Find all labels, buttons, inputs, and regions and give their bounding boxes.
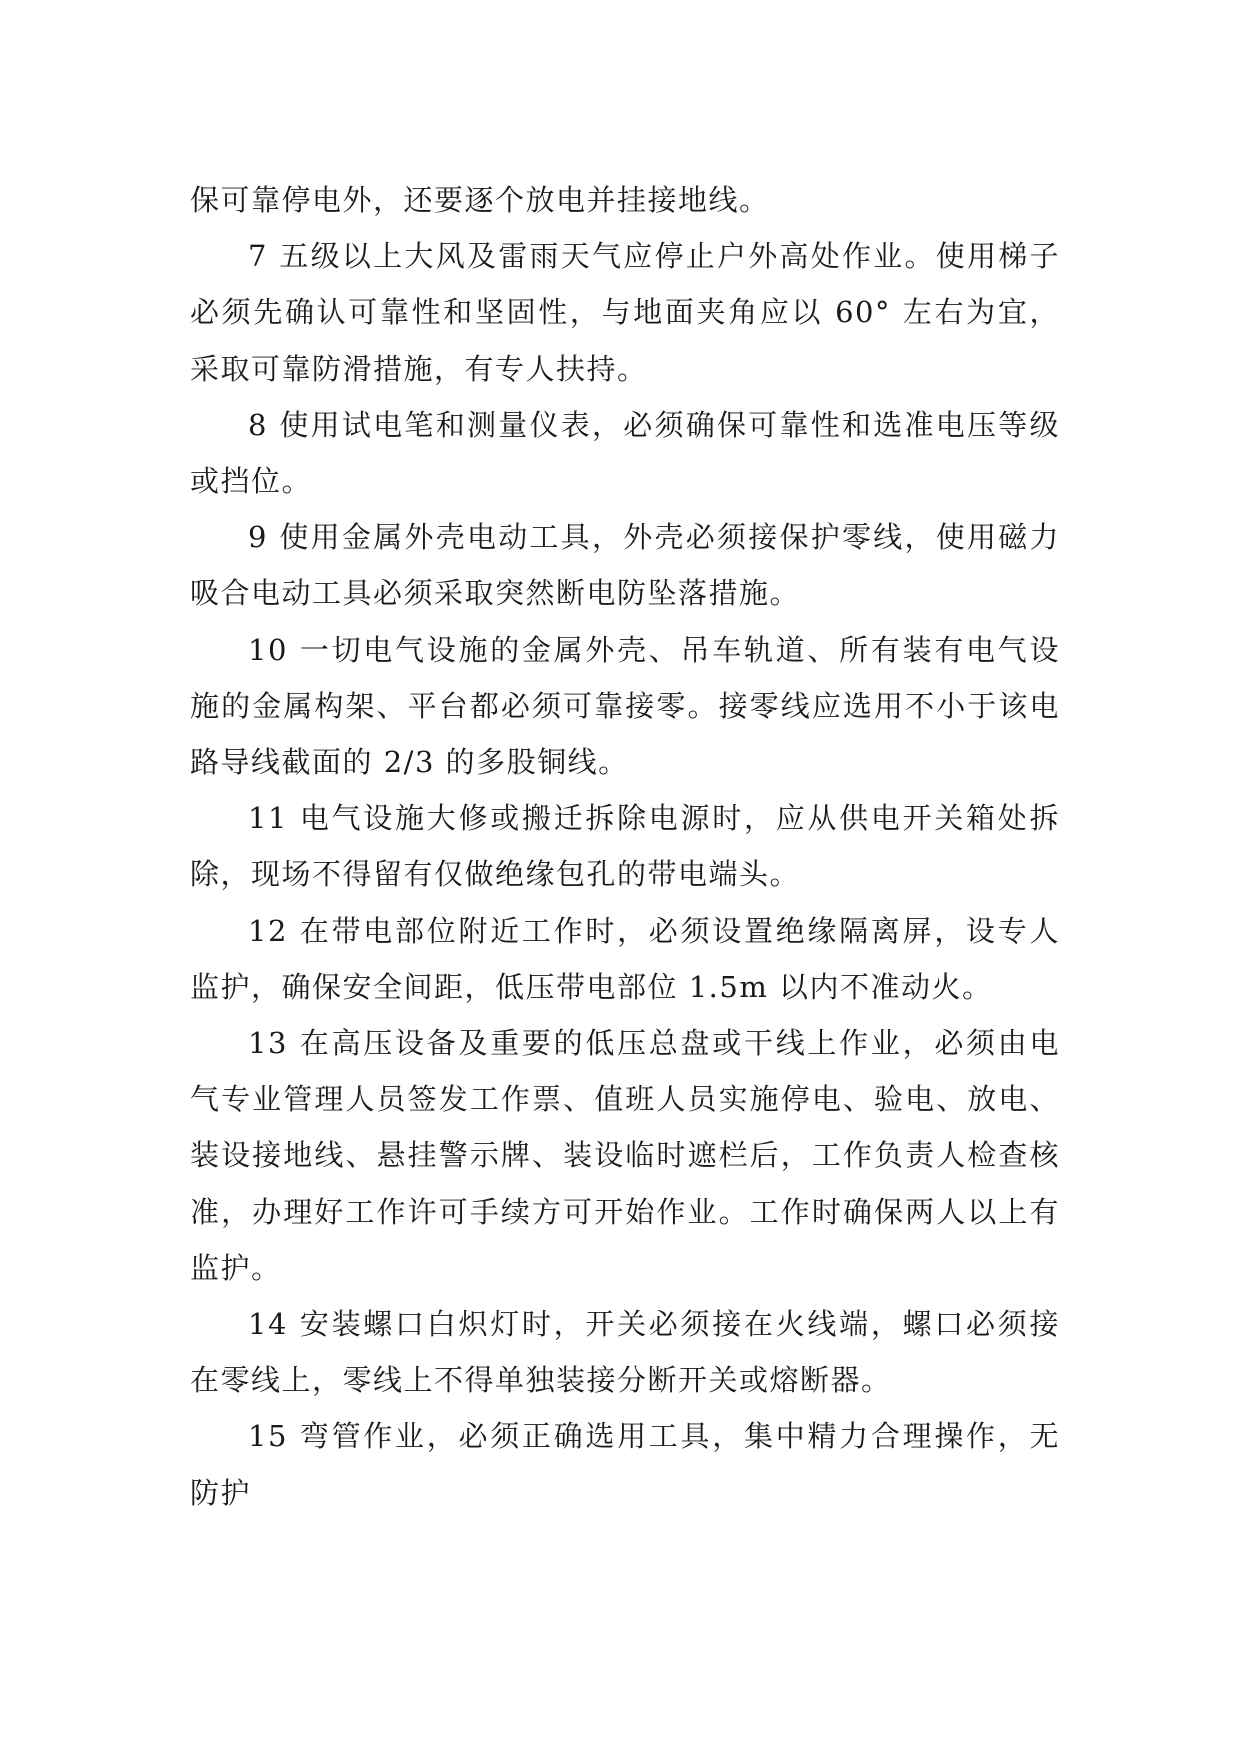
paragraph-item-14: 14 安装螺口白炽灯时，开关必须接在火线端，螺口必须接在零线上，零线上不得单独装接分断开关或熔断器。 (190, 1307, 1060, 1398)
paragraph-item-15: 15 弯管作业，必须正确选用工具，集中精力合理操作，无防护 (190, 1419, 1060, 1510)
paragraph-item-11: 11 电气设施大修或搬迁拆除电源时，应从供电开关箱处拆除，现场不得留有仅做绝缘包孔的带电端头。 (190, 801, 1060, 892)
paragraph-item-12: 12 在带电部位附近工作时，必须设置绝缘隔离屏，设专人监护，确保安全间距，低压带电部位 1.5m 以内不准动火。 (190, 913, 1060, 1004)
paragraph-continuation: 保可靠停电外，还要逐个放电并挂接地线。 (190, 183, 770, 217)
paragraph-item-10: 10 一切电气设施的金属外壳、吊车轨道、所有装有电气设施的金属构架、平台都必须可靠接零。接零线应选用不小于该电路导线截面的 2/3 的多股铜线。 (190, 632, 1060, 780)
paragraph-item-7: 7 五级以上大风及雷雨天气应停止户外高处作业。使用梯子必须先确认可靠性和坚固性，与地面夹角应以 60° 左右为宜，采取可靠防滑措施，有专人扶持。 (190, 239, 1060, 386)
paragraph-item-8: 8 使用试电笔和测量仪表，必须确保可靠性和选准电压等级或挡位。 (190, 407, 1060, 499)
document-body (190, 172, 1060, 1521)
paragraph-item-13: 13 在高压设备及重要的低压总盘或干线上作业，必须由电气专业管理人员签发工作票、值班人员实施停电、验电、放电、装设接地线、悬挂警示牌、装设临时遮栏后，工作负责人检查核准，办理好工作许可手续方可开始作业。工作时确保两人以上有监护。 (190, 1026, 1060, 1285)
paragraph-item-9: 9 使用金属外壳电动工具，外壳必须接保护零线，使用磁力吸合电动工具必须采取突然断电防坠落措施。 (190, 520, 1060, 611)
